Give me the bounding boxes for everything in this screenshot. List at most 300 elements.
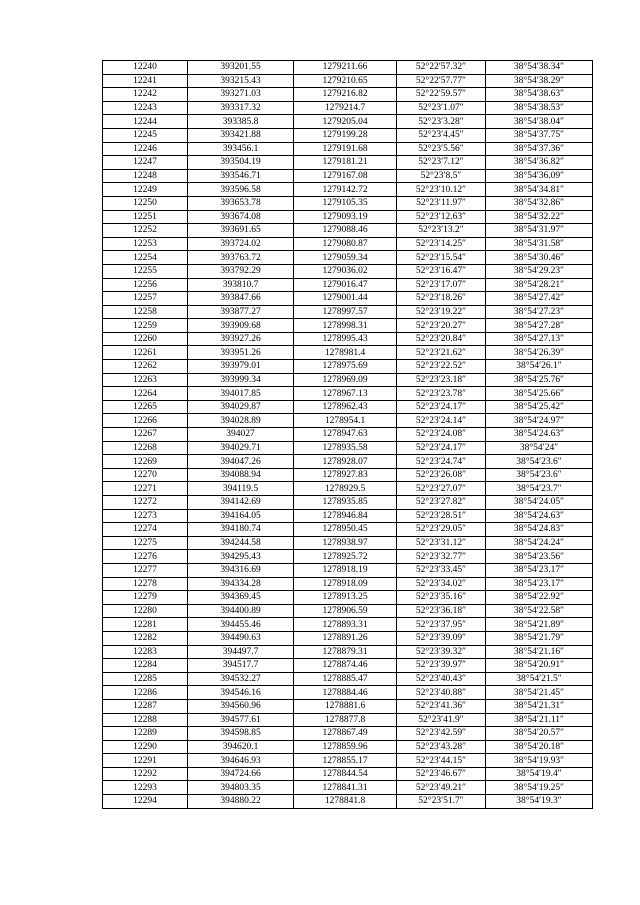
x-coordinate-cell: 394180.74	[188, 523, 294, 537]
point-number-cell: 12271	[103, 482, 188, 496]
table-row	[103, 142, 593, 156]
longitude-cell: 38°54′19.93″	[486, 754, 593, 768]
table-row	[103, 604, 593, 618]
longitude-cell: 38°54′27.13″	[486, 332, 593, 346]
latitude-cell: 52°23′49.21″	[397, 781, 486, 795]
latitude-cell: 52°23′19.22″	[397, 305, 486, 319]
longitude-cell: 38°54′21.89″	[486, 618, 593, 632]
point-number-cell: 12266	[103, 414, 188, 428]
table-row	[103, 686, 593, 700]
x-coordinate-cell: 394546.16	[188, 686, 294, 700]
x-coordinate-cell: 393317.32	[188, 101, 294, 115]
longitude-cell: 38°54′26.39″	[486, 346, 593, 360]
point-number-cell: 12282	[103, 631, 188, 645]
point-number-cell: 12243	[103, 101, 188, 115]
latitude-cell: 52°23′44.15″	[397, 754, 486, 768]
point-number-cell: 12276	[103, 550, 188, 564]
longitude-cell: 38°54′34.81″	[486, 183, 593, 197]
table-row	[103, 441, 593, 455]
table-row	[103, 360, 593, 374]
longitude-cell: 38°54′22.92″	[486, 591, 593, 605]
x-coordinate-cell: 394047.26	[188, 455, 294, 469]
longitude-cell: 38°54′27.28″	[486, 319, 593, 333]
table-row	[103, 468, 593, 482]
table-row	[103, 210, 593, 224]
point-number-cell: 12279	[103, 591, 188, 605]
table-row	[103, 618, 593, 632]
x-coordinate-cell: 393385.8	[188, 115, 294, 129]
coordinates-table-body	[103, 61, 593, 809]
x-coordinate-cell: 394400.89	[188, 604, 294, 618]
longitude-cell: 38°54′21.16″	[486, 645, 593, 659]
table-row	[103, 292, 593, 306]
latitude-cell: 52°23′16.47″	[397, 264, 486, 278]
point-number-cell: 12265	[103, 400, 188, 414]
longitude-cell: 38°54′38.29″	[486, 74, 593, 88]
x-coordinate-cell: 394560.96	[188, 699, 294, 713]
table-row	[103, 455, 593, 469]
table-row	[103, 523, 593, 537]
point-number-cell: 12267	[103, 428, 188, 442]
y-coordinate-cell: 1279211.66	[294, 61, 397, 75]
y-coordinate-cell: 1278881.6	[294, 699, 397, 713]
point-number-cell: 12263	[103, 373, 188, 387]
latitude-cell: 52°23′14.25″	[397, 237, 486, 251]
longitude-cell: 38°54′23.56″	[486, 550, 593, 564]
point-number-cell: 12287	[103, 699, 188, 713]
x-coordinate-cell: 393546.71	[188, 169, 294, 183]
point-number-cell: 12262	[103, 360, 188, 374]
x-coordinate-cell: 393951.26	[188, 346, 294, 360]
x-coordinate-cell: 394334.28	[188, 577, 294, 591]
point-number-cell: 12247	[103, 156, 188, 170]
longitude-cell: 38°54′22.58″	[486, 604, 593, 618]
y-coordinate-cell: 1279080.87	[294, 237, 397, 251]
x-coordinate-cell: 394119.5	[188, 482, 294, 496]
point-number-cell: 12255	[103, 264, 188, 278]
latitude-cell: 52°23′23.18″	[397, 373, 486, 387]
point-number-cell: 12240	[103, 61, 188, 75]
y-coordinate-cell: 1278884.46	[294, 686, 397, 700]
point-number-cell: 12244	[103, 115, 188, 129]
longitude-cell: 38°54′38.63″	[486, 88, 593, 102]
table-row	[103, 414, 593, 428]
x-coordinate-cell: 394244.58	[188, 536, 294, 550]
point-number-cell: 12260	[103, 332, 188, 346]
latitude-cell: 52°23′28.51″	[397, 509, 486, 523]
y-coordinate-cell: 1278918.19	[294, 563, 397, 577]
point-number-cell: 12277	[103, 563, 188, 577]
point-number-cell: 12245	[103, 128, 188, 142]
table-row	[103, 727, 593, 741]
x-coordinate-cell: 393421.88	[188, 128, 294, 142]
longitude-cell: 38°54′36.82″	[486, 156, 593, 170]
y-coordinate-cell: 1278995.43	[294, 332, 397, 346]
table-row	[103, 550, 593, 564]
longitude-cell: 38°54′21.31″	[486, 699, 593, 713]
x-coordinate-cell: 393215.43	[188, 74, 294, 88]
y-coordinate-cell: 1278844.54	[294, 767, 397, 781]
point-number-cell: 12291	[103, 754, 188, 768]
latitude-cell: 52°22′57.32″	[397, 61, 486, 75]
longitude-cell: 38°54′31.97″	[486, 224, 593, 238]
latitude-cell: 52°23′18.26″	[397, 292, 486, 306]
latitude-cell: 52°23′24.74″	[397, 455, 486, 469]
x-coordinate-cell: 393691.65	[188, 224, 294, 238]
table-row	[103, 740, 593, 754]
point-number-cell: 12251	[103, 210, 188, 224]
x-coordinate-cell: 394029.71	[188, 441, 294, 455]
longitude-cell: 38°54′24.97″	[486, 414, 593, 428]
table-row	[103, 128, 593, 142]
table-row	[103, 563, 593, 577]
x-coordinate-cell: 393596.58	[188, 183, 294, 197]
point-number-cell: 12268	[103, 441, 188, 455]
table-row	[103, 659, 593, 673]
latitude-cell: 52°23′29.05″	[397, 523, 486, 537]
y-coordinate-cell: 1278935.85	[294, 496, 397, 510]
y-coordinate-cell: 1278879.31	[294, 645, 397, 659]
longitude-cell: 38°54′24.63″	[486, 509, 593, 523]
table-row	[103, 496, 593, 510]
y-coordinate-cell: 1278962.43	[294, 400, 397, 414]
latitude-cell: 52°23′8.5″	[397, 169, 486, 183]
latitude-cell: 52°23′40.88″	[397, 686, 486, 700]
table-row	[103, 183, 593, 197]
longitude-cell: 38°54′36.09″	[486, 169, 593, 183]
y-coordinate-cell: 1279199.28	[294, 128, 397, 142]
x-coordinate-cell: 394369.45	[188, 591, 294, 605]
latitude-cell: 52°23′46.67″	[397, 767, 486, 781]
latitude-cell: 52°23′24.17″	[397, 400, 486, 414]
table-row	[103, 672, 593, 686]
table-row	[103, 781, 593, 795]
table-row	[103, 400, 593, 414]
latitude-cell: 52°22′59.57″	[397, 88, 486, 102]
table-row	[103, 713, 593, 727]
latitude-cell: 52°23′27.82″	[397, 496, 486, 510]
y-coordinate-cell: 1278891.26	[294, 631, 397, 645]
latitude-cell: 52°23′39.32″	[397, 645, 486, 659]
longitude-cell: 38°54′21.11″	[486, 713, 593, 727]
latitude-cell: 52°23′7.12″	[397, 156, 486, 170]
y-coordinate-cell: 1278929.5	[294, 482, 397, 496]
latitude-cell: 52°23′51.7″	[397, 795, 486, 809]
x-coordinate-cell: 394164.05	[188, 509, 294, 523]
longitude-cell: 38°54′38.04″	[486, 115, 593, 129]
longitude-cell: 38°54′21.45″	[486, 686, 593, 700]
x-coordinate-cell: 394017.85	[188, 387, 294, 401]
y-coordinate-cell: 1278855.17	[294, 754, 397, 768]
latitude-cell: 52°23′32.77″	[397, 550, 486, 564]
point-number-cell: 12250	[103, 196, 188, 210]
point-number-cell: 12273	[103, 509, 188, 523]
latitude-cell: 52°23′17.07″	[397, 278, 486, 292]
longitude-cell: 38°54′30.46″	[486, 251, 593, 265]
y-coordinate-cell: 1278885.47	[294, 672, 397, 686]
table-row	[103, 373, 593, 387]
longitude-cell: 38°54′31.58″	[486, 237, 593, 251]
latitude-cell: 52°23′3.28″	[397, 115, 486, 129]
longitude-cell: 38°54′19.4″	[486, 767, 593, 781]
x-coordinate-cell: 394598.85	[188, 727, 294, 741]
y-coordinate-cell: 1278877.8	[294, 713, 397, 727]
table-row	[103, 645, 593, 659]
x-coordinate-cell: 393504.19	[188, 156, 294, 170]
latitude-cell: 52°23′10.12″	[397, 183, 486, 197]
table-row	[103, 577, 593, 591]
table-row	[103, 482, 593, 496]
latitude-cell: 52°23′36.18″	[397, 604, 486, 618]
longitude-cell: 38°54′38.34″	[486, 61, 593, 75]
point-number-cell: 12259	[103, 319, 188, 333]
latitude-cell: 52°23′1.07″	[397, 101, 486, 115]
latitude-cell: 52°23′41.36″	[397, 699, 486, 713]
x-coordinate-cell: 394880.22	[188, 795, 294, 809]
table-row	[103, 387, 593, 401]
table-row	[103, 346, 593, 360]
table-row	[103, 196, 593, 210]
y-coordinate-cell: 1279059.34	[294, 251, 397, 265]
point-number-cell: 12285	[103, 672, 188, 686]
latitude-cell: 52°23′20.27″	[397, 319, 486, 333]
latitude-cell: 52°22′57.77″	[397, 74, 486, 88]
longitude-cell: 38°54′37.75″	[486, 128, 593, 142]
y-coordinate-cell: 1278906.59	[294, 604, 397, 618]
point-number-cell: 12281	[103, 618, 188, 632]
table-row	[103, 264, 593, 278]
y-coordinate-cell: 1279142.72	[294, 183, 397, 197]
latitude-cell: 52°23′39.09″	[397, 631, 486, 645]
longitude-cell: 38°54′38.53″	[486, 101, 593, 115]
longitude-cell: 38°54′23.17″	[486, 563, 593, 577]
table-row	[103, 224, 593, 238]
latitude-cell: 52°23′40.43″	[397, 672, 486, 686]
x-coordinate-cell: 394142.69	[188, 496, 294, 510]
x-coordinate-cell: 393979.01	[188, 360, 294, 374]
table-row	[103, 699, 593, 713]
latitude-cell: 52°23′43.28″	[397, 740, 486, 754]
y-coordinate-cell: 1279016.47	[294, 278, 397, 292]
point-number-cell: 12252	[103, 224, 188, 238]
x-coordinate-cell: 393909.68	[188, 319, 294, 333]
table-row	[103, 101, 593, 115]
y-coordinate-cell: 1279105.35	[294, 196, 397, 210]
point-number-cell: 12272	[103, 496, 188, 510]
y-coordinate-cell: 1279210.65	[294, 74, 397, 88]
x-coordinate-cell: 393271.03	[188, 88, 294, 102]
longitude-cell: 38°54′19.25″	[486, 781, 593, 795]
latitude-cell: 52°23′22.52″	[397, 360, 486, 374]
point-number-cell: 12241	[103, 74, 188, 88]
y-coordinate-cell: 1278928.07	[294, 455, 397, 469]
x-coordinate-cell: 393810.7	[188, 278, 294, 292]
table-row	[103, 754, 593, 768]
x-coordinate-cell: 394027	[188, 428, 294, 442]
latitude-cell: 52°23′27.07″	[397, 482, 486, 496]
point-number-cell: 12292	[103, 767, 188, 781]
longitude-cell: 38°54′20.18″	[486, 740, 593, 754]
y-coordinate-cell: 1278841.8	[294, 795, 397, 809]
x-coordinate-cell: 393927.26	[188, 332, 294, 346]
x-coordinate-cell: 394028.89	[188, 414, 294, 428]
longitude-cell: 38°54′27.23″	[486, 305, 593, 319]
latitude-cell: 52°23′37.95″	[397, 618, 486, 632]
longitude-cell: 38°54′26.1″	[486, 360, 593, 374]
longitude-cell: 38°54′23.17″	[486, 577, 593, 591]
y-coordinate-cell: 1278997.57	[294, 305, 397, 319]
x-coordinate-cell: 394455.46	[188, 618, 294, 632]
point-number-cell: 12288	[103, 713, 188, 727]
point-number-cell: 12294	[103, 795, 188, 809]
longitude-cell: 38°54′19.3″	[486, 795, 593, 809]
point-number-cell: 12290	[103, 740, 188, 754]
y-coordinate-cell: 1278998.31	[294, 319, 397, 333]
y-coordinate-cell: 1278893.31	[294, 618, 397, 632]
point-number-cell: 12289	[103, 727, 188, 741]
table-row	[103, 319, 593, 333]
point-number-cell: 12257	[103, 292, 188, 306]
longitude-cell: 38°54′23.6″	[486, 455, 593, 469]
y-coordinate-cell: 1279181.21	[294, 156, 397, 170]
y-coordinate-cell: 1279001.44	[294, 292, 397, 306]
x-coordinate-cell: 393792.29	[188, 264, 294, 278]
x-coordinate-cell: 393999.34	[188, 373, 294, 387]
table-row	[103, 115, 593, 129]
x-coordinate-cell: 394724.66	[188, 767, 294, 781]
table-row	[103, 237, 593, 251]
point-number-cell: 12269	[103, 455, 188, 469]
coordinates-table	[102, 60, 593, 809]
latitude-cell: 52°23′34.02″	[397, 577, 486, 591]
x-coordinate-cell: 393724.02	[188, 237, 294, 251]
y-coordinate-cell: 1279088.46	[294, 224, 397, 238]
longitude-cell: 38°54′20.91″	[486, 659, 593, 673]
latitude-cell: 52°23′24.14″	[397, 414, 486, 428]
table-row	[103, 169, 593, 183]
table-row	[103, 332, 593, 346]
table-row	[103, 509, 593, 523]
point-number-cell: 12293	[103, 781, 188, 795]
x-coordinate-cell: 393456.1	[188, 142, 294, 156]
point-number-cell: 12278	[103, 577, 188, 591]
latitude-cell: 52°23′39.97″	[397, 659, 486, 673]
y-coordinate-cell: 1279191.68	[294, 142, 397, 156]
y-coordinate-cell: 1278859.96	[294, 740, 397, 754]
x-coordinate-cell: 394088.94	[188, 468, 294, 482]
x-coordinate-cell: 393763.72	[188, 251, 294, 265]
point-number-cell: 12264	[103, 387, 188, 401]
y-coordinate-cell: 1279205.04	[294, 115, 397, 129]
longitude-cell: 38°54′32.86″	[486, 196, 593, 210]
y-coordinate-cell: 1279093.19	[294, 210, 397, 224]
x-coordinate-cell: 394029.87	[188, 400, 294, 414]
table-row	[103, 278, 593, 292]
point-number-cell: 12284	[103, 659, 188, 673]
point-number-cell: 12254	[103, 251, 188, 265]
latitude-cell: 52°23′42.59″	[397, 727, 486, 741]
point-number-cell: 12275	[103, 536, 188, 550]
table-row	[103, 591, 593, 605]
longitude-cell: 38°54′25.42″	[486, 400, 593, 414]
point-number-cell: 12286	[103, 686, 188, 700]
y-coordinate-cell: 1279214.7	[294, 101, 397, 115]
y-coordinate-cell: 1278925.72	[294, 550, 397, 564]
y-coordinate-cell: 1278918.09	[294, 577, 397, 591]
table-row	[103, 536, 593, 550]
longitude-cell: 38°54′24″	[486, 441, 593, 455]
x-coordinate-cell: 394517.7	[188, 659, 294, 673]
point-number-cell: 12274	[103, 523, 188, 537]
table-row	[103, 61, 593, 75]
latitude-cell: 52°23′41.9″	[397, 713, 486, 727]
point-number-cell: 12258	[103, 305, 188, 319]
longitude-cell: 38°54′24.83″	[486, 523, 593, 537]
latitude-cell: 52°23′15.54″	[397, 251, 486, 265]
latitude-cell: 52°23′13.2″	[397, 224, 486, 238]
y-coordinate-cell: 1278913.25	[294, 591, 397, 605]
latitude-cell: 52°23′26.08″	[397, 468, 486, 482]
x-coordinate-cell: 394620.1	[188, 740, 294, 754]
x-coordinate-cell: 393847.66	[188, 292, 294, 306]
longitude-cell: 38°54′24.63″	[486, 428, 593, 442]
y-coordinate-cell: 1279036.02	[294, 264, 397, 278]
longitude-cell: 38°54′21.5″	[486, 672, 593, 686]
latitude-cell: 52°23′21.62″	[397, 346, 486, 360]
latitude-cell: 52°23′4.45″	[397, 128, 486, 142]
y-coordinate-cell: 1278938.97	[294, 536, 397, 550]
table-row	[103, 767, 593, 781]
y-coordinate-cell: 1278867.49	[294, 727, 397, 741]
longitude-cell: 38°54′28.21″	[486, 278, 593, 292]
y-coordinate-cell: 1278874.46	[294, 659, 397, 673]
x-coordinate-cell: 394490.63	[188, 631, 294, 645]
y-coordinate-cell: 1279216.82	[294, 88, 397, 102]
latitude-cell: 52°23′5.56″	[397, 142, 486, 156]
y-coordinate-cell: 1278946.84	[294, 509, 397, 523]
longitude-cell: 38°54′29.23″	[486, 264, 593, 278]
point-number-cell: 12248	[103, 169, 188, 183]
longitude-cell: 38°54′20.57″	[486, 727, 593, 741]
latitude-cell: 52°23′11.97″	[397, 196, 486, 210]
longitude-cell: 38°54′27.42″	[486, 292, 593, 306]
x-coordinate-cell: 394532.27	[188, 672, 294, 686]
point-number-cell: 12249	[103, 183, 188, 197]
y-coordinate-cell: 1278954.1	[294, 414, 397, 428]
longitude-cell: 38°54′24.24″	[486, 536, 593, 550]
y-coordinate-cell: 1278969.09	[294, 373, 397, 387]
y-coordinate-cell: 1279167.08	[294, 169, 397, 183]
longitude-cell: 38°54′32.22″	[486, 210, 593, 224]
y-coordinate-cell: 1278975.69	[294, 360, 397, 374]
latitude-cell: 52°23′23.78″	[397, 387, 486, 401]
y-coordinate-cell: 1278967.13	[294, 387, 397, 401]
longitude-cell: 38°54′25.66″	[486, 387, 593, 401]
point-number-cell: 12242	[103, 88, 188, 102]
point-number-cell: 12253	[103, 237, 188, 251]
longitude-cell: 38°54′37.36″	[486, 142, 593, 156]
latitude-cell: 52°23′24.08″	[397, 428, 486, 442]
table-row	[103, 88, 593, 102]
table-row	[103, 305, 593, 319]
table-row	[103, 795, 593, 809]
longitude-cell: 38°54′23.6″	[486, 468, 593, 482]
y-coordinate-cell: 1278981.4	[294, 346, 397, 360]
point-number-cell: 12283	[103, 645, 188, 659]
table-row	[103, 156, 593, 170]
longitude-cell: 38°54′21.79″	[486, 631, 593, 645]
latitude-cell: 52°23′35.16″	[397, 591, 486, 605]
